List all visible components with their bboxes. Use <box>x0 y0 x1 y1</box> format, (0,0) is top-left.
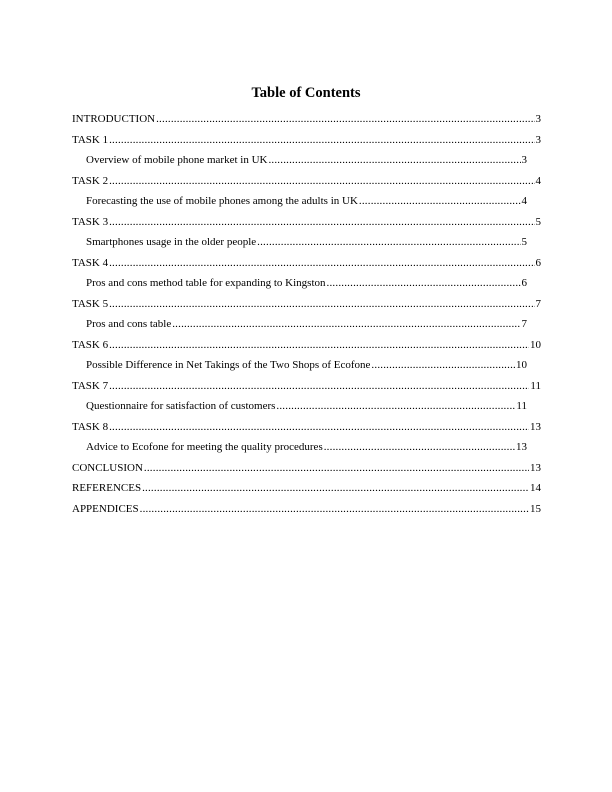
toc-entry-page: 5 <box>535 215 541 228</box>
toc-entry-label: APPENDICES <box>72 502 139 515</box>
toc-entry-label: TASK 5 <box>72 297 109 310</box>
toc-entry-task-4[interactable] <box>72 256 541 270</box>
toc-entry-label: Advice to Ecofone for meeting the quality procedures <box>86 441 323 453</box>
toc-entry-page: 13 <box>516 441 527 453</box>
toc-dot-leader <box>142 481 529 495</box>
toc-entry-task-8[interactable] <box>72 420 541 434</box>
toc-entry-page: 6 <box>521 277 527 289</box>
toc-dot-leader <box>109 420 529 434</box>
toc-entry-task-5-sub[interactable] <box>86 317 527 331</box>
toc-entry-page: 3 <box>521 154 527 166</box>
toc-entry-page: 4 <box>521 195 527 207</box>
toc-entry-appendices[interactable] <box>72 502 541 516</box>
toc-entry-page: 5 <box>521 236 527 248</box>
toc-entry-label: Pros and cons table <box>86 318 172 330</box>
toc-entry-label: Overview of mobile phone market in UK <box>86 154 268 166</box>
toc-entry-introduction[interactable] <box>72 112 541 126</box>
toc-entry-page: 10 <box>530 338 541 351</box>
toc-entry-label: CONCLUSION <box>72 461 143 474</box>
toc-entry-task-5[interactable] <box>72 297 541 311</box>
toc-title: Table of Contents <box>251 85 361 101</box>
toc-entry-page: 15 <box>530 502 541 515</box>
toc-entry-page: 11 <box>516 400 527 412</box>
toc-dot-leader <box>257 235 520 249</box>
toc-entry-label: TASK 3 <box>72 215 109 228</box>
toc-dot-leader <box>359 194 521 208</box>
toc-entry-task-7-sub[interactable] <box>86 399 527 413</box>
toc-entry-page: 3 <box>535 133 541 146</box>
toc-entry-page: 13 <box>530 461 541 474</box>
toc-entry-task-2[interactable] <box>72 174 541 188</box>
toc-entry-label: Questionnaire for satisfaction of customers <box>86 400 276 412</box>
toc-entry-page: 7 <box>535 297 541 310</box>
toc-entry-task-7[interactable] <box>72 379 541 393</box>
toc-entry-label: TASK 4 <box>72 256 109 269</box>
toc-entry-task-8-sub[interactable] <box>86 440 527 454</box>
toc-entry-page: 11 <box>530 379 541 392</box>
toc-entry-label: TASK 1 <box>72 133 109 146</box>
toc-entry-label: TASK 2 <box>72 174 109 187</box>
toc-entry-page: 4 <box>535 174 541 187</box>
toc-entry-task-2-sub[interactable] <box>86 194 527 208</box>
toc-dot-leader <box>109 133 534 147</box>
toc-entry-label: TASK 6 <box>72 338 109 351</box>
toc-dot-leader <box>371 358 515 372</box>
toc-dot-leader <box>144 461 529 475</box>
toc-entry-page: 13 <box>530 420 541 433</box>
toc-entry-page: 6 <box>535 256 541 269</box>
toc-dot-leader <box>324 440 515 454</box>
toc-dot-leader <box>109 379 529 393</box>
toc-entry-label: TASK 7 <box>72 379 109 392</box>
toc-entry-label: INTRODUCTION <box>72 113 156 125</box>
toc-entry-page: 14 <box>530 482 541 494</box>
toc-entry-conclusion[interactable] <box>72 461 541 475</box>
toc-entry-task-6-sub[interactable] <box>86 358 527 372</box>
toc-entry-page: 10 <box>516 359 527 371</box>
toc-dot-leader <box>109 215 534 229</box>
toc-entry-label: Smartphones usage in the older people <box>86 236 257 248</box>
toc-entry-task-1-sub[interactable] <box>86 153 527 167</box>
toc-entry-label: REFERENCES <box>72 482 142 494</box>
toc-dot-leader <box>109 256 534 270</box>
toc-dot-leader <box>109 338 529 352</box>
toc-dot-leader <box>327 276 521 290</box>
toc-entry-label: Possible Difference in Net Takings of the Two Shops of Ecofone <box>86 359 371 371</box>
toc-dot-leader <box>268 153 520 167</box>
toc-entry-page: 7 <box>521 318 527 330</box>
toc-dot-leader <box>156 112 534 126</box>
toc-dot-leader <box>172 317 520 331</box>
toc-entry-task-1[interactable] <box>72 133 541 147</box>
toc-entry-label: Pros and cons method table for expanding to Kingston <box>86 277 326 289</box>
toc-dot-leader <box>140 502 529 516</box>
toc-entry-task-6[interactable] <box>72 338 541 352</box>
toc-dot-leader <box>276 399 515 413</box>
toc-entry-task-4-sub[interactable] <box>86 276 527 290</box>
toc-entry-label: TASK 8 <box>72 420 109 433</box>
toc-dot-leader <box>109 174 534 188</box>
toc-entry-task-3-sub[interactable] <box>86 235 527 249</box>
toc-dot-leader <box>109 297 534 311</box>
toc-entry-task-3[interactable] <box>72 215 541 229</box>
toc-entry-references[interactable] <box>72 481 541 495</box>
toc-entry-label: Forecasting the use of mobile phones among the adults in UK <box>86 195 358 207</box>
toc-entry-page: 3 <box>535 113 541 125</box>
